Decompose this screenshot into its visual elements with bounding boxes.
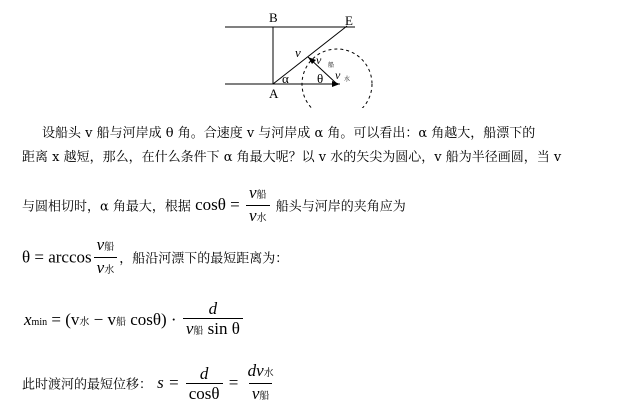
svg-text:v: v <box>316 53 322 67</box>
paragraph-line-1: 设船头 v 船与河岸成 θ 角。合速度 v 与河岸成 α 角。可以看出：α 角越大，船漂下的 <box>42 126 536 141</box>
formula-arccos: θ = arccos $\frac{\text{v船}}{\text{v水}}$ ，船沿河漂下的最短距离为： <box>22 236 288 281</box>
svg-text:α: α <box>282 71 289 86</box>
svg-text:v: v <box>335 68 341 82</box>
svg-text:水: 水 <box>344 77 351 83</box>
label-e: E <box>345 13 353 28</box>
formula-cos: cosθ = $\frac{\text{v船}}{\text{v水}}$ <box>195 195 276 214</box>
velocity-diagram <box>220 8 390 108</box>
svg-text:船: 船 <box>328 63 335 69</box>
label-b: B <box>269 10 278 25</box>
formula-s: 此时渡河的最短位移： s = $\frac{d}{\cos\theta}$ = $\frac{\text{dv水}}{\text{v船}}$ <box>22 362 279 407</box>
svg-text:v: v <box>295 45 301 60</box>
paragraph-line-2: 距离 x 越短，那么，在什么条件下 α 角最大呢？以 v 水的矢尖为圆心，v 船为半径画圆，当 v <box>22 150 562 165</box>
svg-text:θ: θ <box>317 71 324 86</box>
label-a: A <box>269 86 279 101</box>
paragraph-line-3: 与圆相切时，α 角最大，根据 cosθ = $\frac{\text{v船}}{\text{v水}}$ 船头与河岸的夹角应为 <box>22 184 406 229</box>
formula-xmin: xmin = (v水 − v船 cosθ) · $\frac{d}{\text{v船 sin θ}}$ <box>24 300 245 342</box>
